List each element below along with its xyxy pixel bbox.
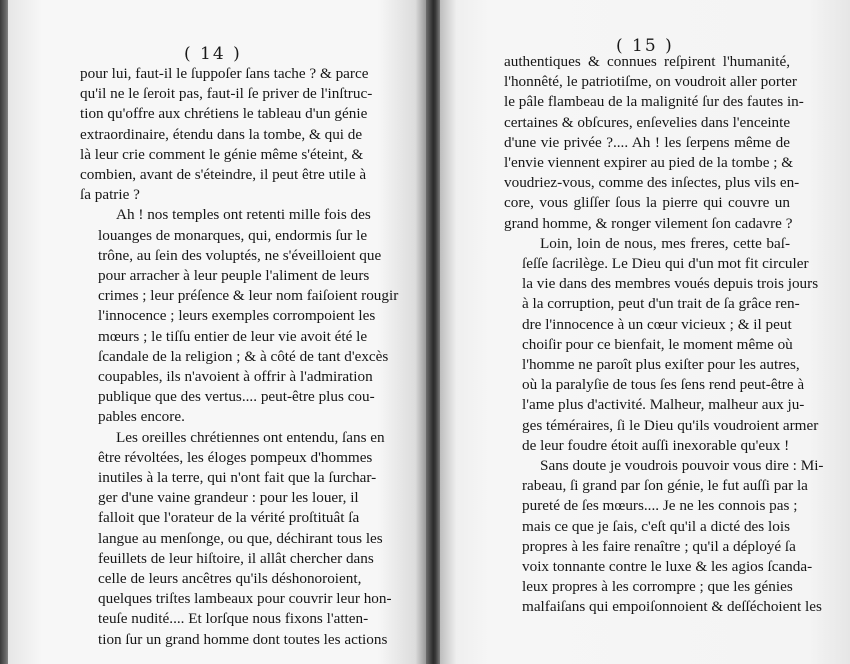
text-line: pureté de ſes mœurs.... Je ne les connois pas ; (522, 497, 798, 515)
text-line: dre l'innocence à un cœur vicieux ; & il peut (522, 315, 792, 333)
text-line: leux propres à les corrompre ; que les génies (522, 578, 793, 596)
text-line: extraordinaire, étendu dans la tombe, & qui de (80, 125, 363, 143)
text-line: authentiques & connues reſpirent l'humanité, (504, 53, 790, 70)
text-line: feuillets de leur hiſtoire, il allât chercher dans (98, 549, 374, 567)
left-paragraph (80, 205, 399, 427)
text-line: pables encore. (98, 408, 185, 426)
text-line: l'envie viennent expirer au pied de la tombe ; & (504, 154, 794, 172)
text-line: ſeſſe ſacrilège. Le Dieu qui d'un mot fit circuler (522, 255, 809, 273)
text-line: mœurs ; le tiſſu entier de leur vie avoit été le (98, 327, 368, 345)
text-line: trône, au ſein des voluptés, ne s'éveilloient que (98, 246, 382, 264)
text-line: l'homme ne paroît plus exiſter pour les autres, (522, 356, 800, 374)
text-line: où la paralyſie de tous ſes ſens rend peut-être à (522, 376, 805, 394)
text-line: là leur crie comment le génie même s'éteint, & (80, 145, 364, 163)
right-paragraph (504, 52, 804, 234)
text-line: louanges de monarques, qui, endormis ſur le (98, 226, 368, 244)
text-line: langue au menſonge, ou que, déchirant tous les (98, 529, 383, 547)
text-line: voudriez-vous, comme des inſectes, plus vils en- (504, 174, 800, 192)
text-line: à la corruption, peut d'un trait de ſa grâce ren- (522, 295, 800, 313)
text-line: l'ame plus d'activité. Malheur, malheur aux ju- (522, 396, 805, 414)
text-line: d'une vie privée ?.... Ah ! les ſerpens même de (504, 133, 790, 151)
text-line: pour lui, faut-il le ſuppoſer ſans tache ? & parce (80, 65, 369, 82)
text-line: choiſir pour ce bienfait, le moment même où (522, 335, 793, 353)
text-line: ſa patrie ? (80, 186, 140, 204)
text-line: ges téméraires, ſi le Dieu qu'ils voudroient armer (522, 416, 819, 434)
page-number-left: ( 14 ) (184, 44, 242, 64)
left-paragraph (80, 428, 392, 650)
text-line: le pâle flambeau de la malignité ſur des fautes in- (504, 93, 804, 111)
text-line: certaines & obſcures, enſevelies dans l'enceinte (504, 113, 791, 131)
text-line: inutiles à la terre, qui n'ont fait que la ſurchar- (98, 469, 377, 487)
text-line: de leur foudre étoit auſſi inexorable qu'eux ! (522, 436, 790, 454)
text-line: celle de leurs ancêtres qu'ils déshonoroient, (98, 570, 362, 588)
left-page (8, 0, 428, 664)
text-line: publique que des vertus.... peut-être plus cou- (98, 388, 375, 406)
right-paragraph (504, 234, 819, 456)
text-line: falloit que l'orateur de la vérité proſtituât ſa (98, 509, 360, 527)
text-line: teuſe nudité.... Et lorſque nous fixons l'atten- (98, 610, 369, 628)
text-line: combien, avant de s'éteindre, il peut être utile à (80, 166, 367, 184)
text-line: Loin, loin de nous, mes freres, cette baſ- (540, 234, 790, 252)
text-line: Sans doute je voudrois pouvoir vous dire : Mi- (540, 457, 824, 475)
text-line: être révoltées, les éloges pompeux d'hommes (98, 448, 373, 466)
text-line: rabeau, ſi grand par ſon génie, le fut auſſi par la (522, 477, 808, 495)
text-line: la vie dans des membres voués depuis trois jours (522, 275, 819, 293)
text-line: quelques triſtes lambeaux pour couvrir leur hon- (98, 590, 392, 608)
text-line: propres à les faire renaître ; qu'il a déployé ſa (522, 537, 796, 555)
text-line: tion ſur un grand homme dont toutes les actions (98, 630, 388, 648)
text-line: l'honnêté, le patriotiſme, on voudroit aller porter (504, 73, 797, 91)
right-page (440, 0, 850, 664)
text-line: qu'il ne le ſeroit pas, faut-il ſe priver de l'inſtruc- (80, 85, 373, 103)
text-line: voix tonnante contre le luxe & les agios ſcanda- (522, 558, 813, 576)
text-line: tion qu'offre aux chrétiens le tableau d'un génie (80, 105, 368, 123)
right-page-text (504, 52, 824, 618)
left-paragraph (80, 64, 373, 205)
right-paragraph (504, 456, 824, 618)
text-line: ſcandale de la religion ; & à côté de tant d'excès (98, 347, 389, 365)
text-line: malfaiſans qui empoiſonnoient & deſſéchoient les (522, 598, 822, 616)
text-line: grand homme, & ronger vilement ſon cadavre ? (504, 214, 793, 232)
left-page-text (80, 64, 399, 650)
page-number-right: ( 15 ) (616, 36, 674, 56)
text-line: Les oreilles chrétiennes ont entendu, ſans en (116, 428, 385, 446)
text-line: Ah ! nos temples ont retenti mille fois des (116, 206, 371, 224)
text-line: l'innocence ; leurs exemples corrompoient les (98, 307, 376, 325)
text-line: ger d'une vaine grandeur : pour les louer, il (98, 489, 359, 507)
text-line: pour arracher à leur peuple l'aliment de leurs (98, 267, 370, 285)
text-line: mais ce que je ſais, c'eſt qu'il a dicté des lois (522, 517, 790, 535)
text-line: core, vous gliſſer ſous la pierre qui couvre un (504, 194, 790, 212)
text-line: crimes ; leur préſence & leur nom faiſoient rougir (98, 287, 399, 305)
text-line: coupables, ils n'avoient à offrir à l'admiration (98, 368, 373, 386)
